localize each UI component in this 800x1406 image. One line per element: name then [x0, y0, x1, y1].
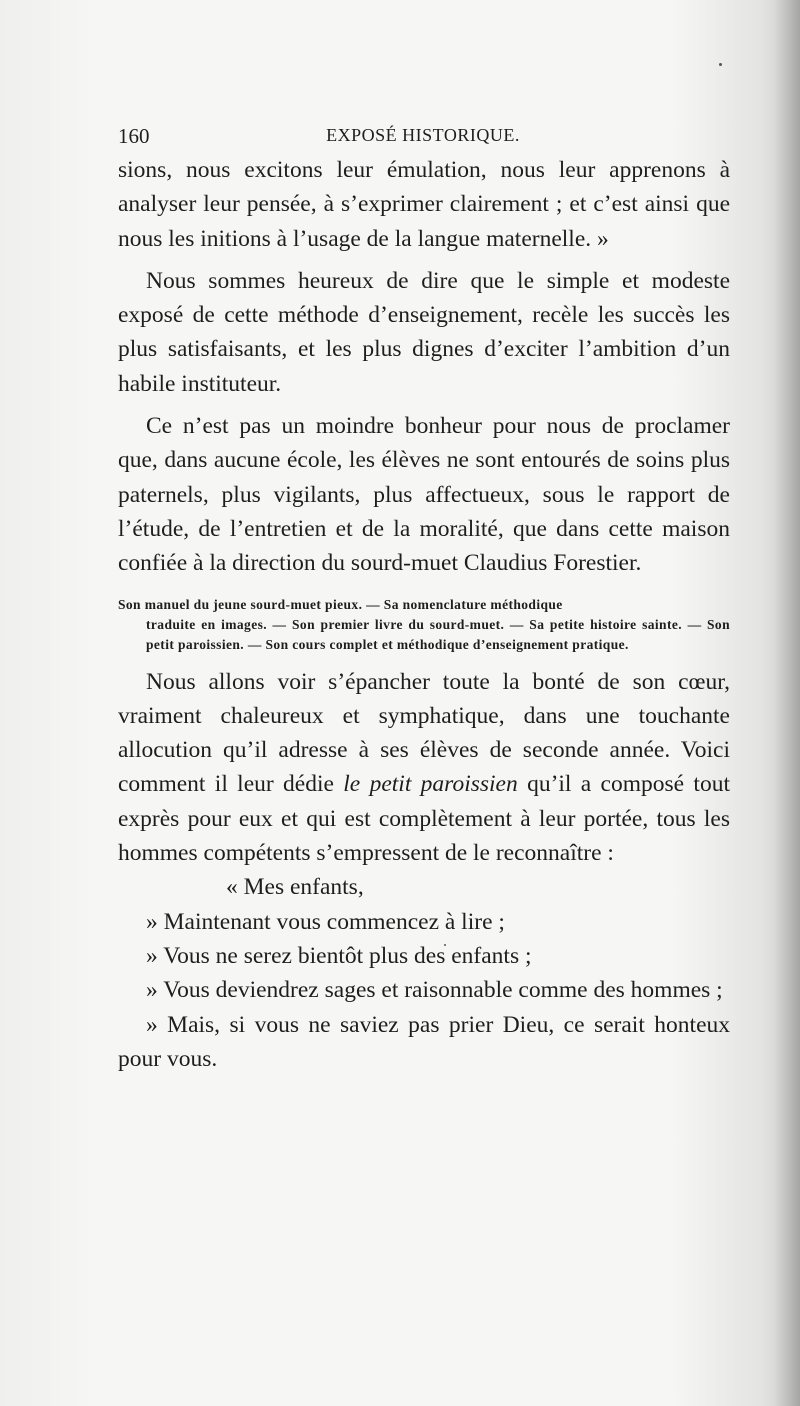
quoted-line: « Mes enfants, [226, 874, 364, 901]
paragraph: Ce n’est pas un moindre bonheur pour nous de proclamer que, dans aucune école, les élèves ne sont entourés de soins plus paternels, plus vigilants, plus affectueux, sous le rapport de l’étude, de l’entretien et de la moralité, que dans cette maison confiée à la direction du sourd-muet Claudius Forestier. [118, 413, 730, 577]
page-number: 160 [118, 124, 150, 148]
quoted-line: » Vous deviendrez sages et raisonnable comme des hommes ; [146, 977, 723, 1004]
summary-continuation: traduite en images. — Son premier livre du sourd-muet. — Sa petite histoire sainte. — Son petit paroissien. — Son cours complet et méthodique d’enseignement pratique. [146, 616, 730, 652]
page-body [118, 153, 730, 1076]
page-header [118, 124, 728, 154]
page-edge-shadow [774, 0, 800, 1406]
paragraph-continuation: sions, nous excitons leur émulation, nous leur apprenons à analyser leur pensée, à s’exprimer clairement ; et c’est ainsi que nous les initions à l’usage de la langue maternelle. » [118, 157, 730, 252]
paragraph-text: qu’il a composé tout exprès pour eux et qui est complètement à leur portée, tous les hommes compétents s’empressent de le reconnaître : [118, 771, 730, 867]
book-title-italic: le petit paroissien [343, 771, 518, 798]
chapter-summary [118, 595, 730, 655]
paragraph-text: Nous allons voir s’épancher toute la bonté de son cœur, vraiment chaleureux et symphatique, dans une touchante allocution qu’il adresse à ses élèves de seconde année. Voici comment il leur dédie [118, 668, 730, 798]
summary-first-line: Son manuel du jeune sourd-muet pieux. — Sa nomenclature méthodique [118, 596, 563, 612]
paragraph [118, 665, 730, 871]
paragraph: Nous sommes heureux de dire que le simple et modeste exposé de cette méthode d’enseignement, recèle les succès les plus satisfaisants, et les plus dignes d’exciter l’ambition d’un habile instituteur. [118, 267, 730, 397]
quoted-line: » Mais, si vous ne saviez pas prier Dieu, ce serait honteux pour vous. [118, 1011, 730, 1072]
running-title: EXPOSÉ HISTORIQUE. [326, 125, 520, 145]
quoted-line: » Maintenant vous commencez à lire ; [146, 908, 505, 935]
quoted-line: » Vous ne serez bientôt plus des enfants ; [146, 942, 532, 969]
paper-speck [719, 63, 722, 66]
